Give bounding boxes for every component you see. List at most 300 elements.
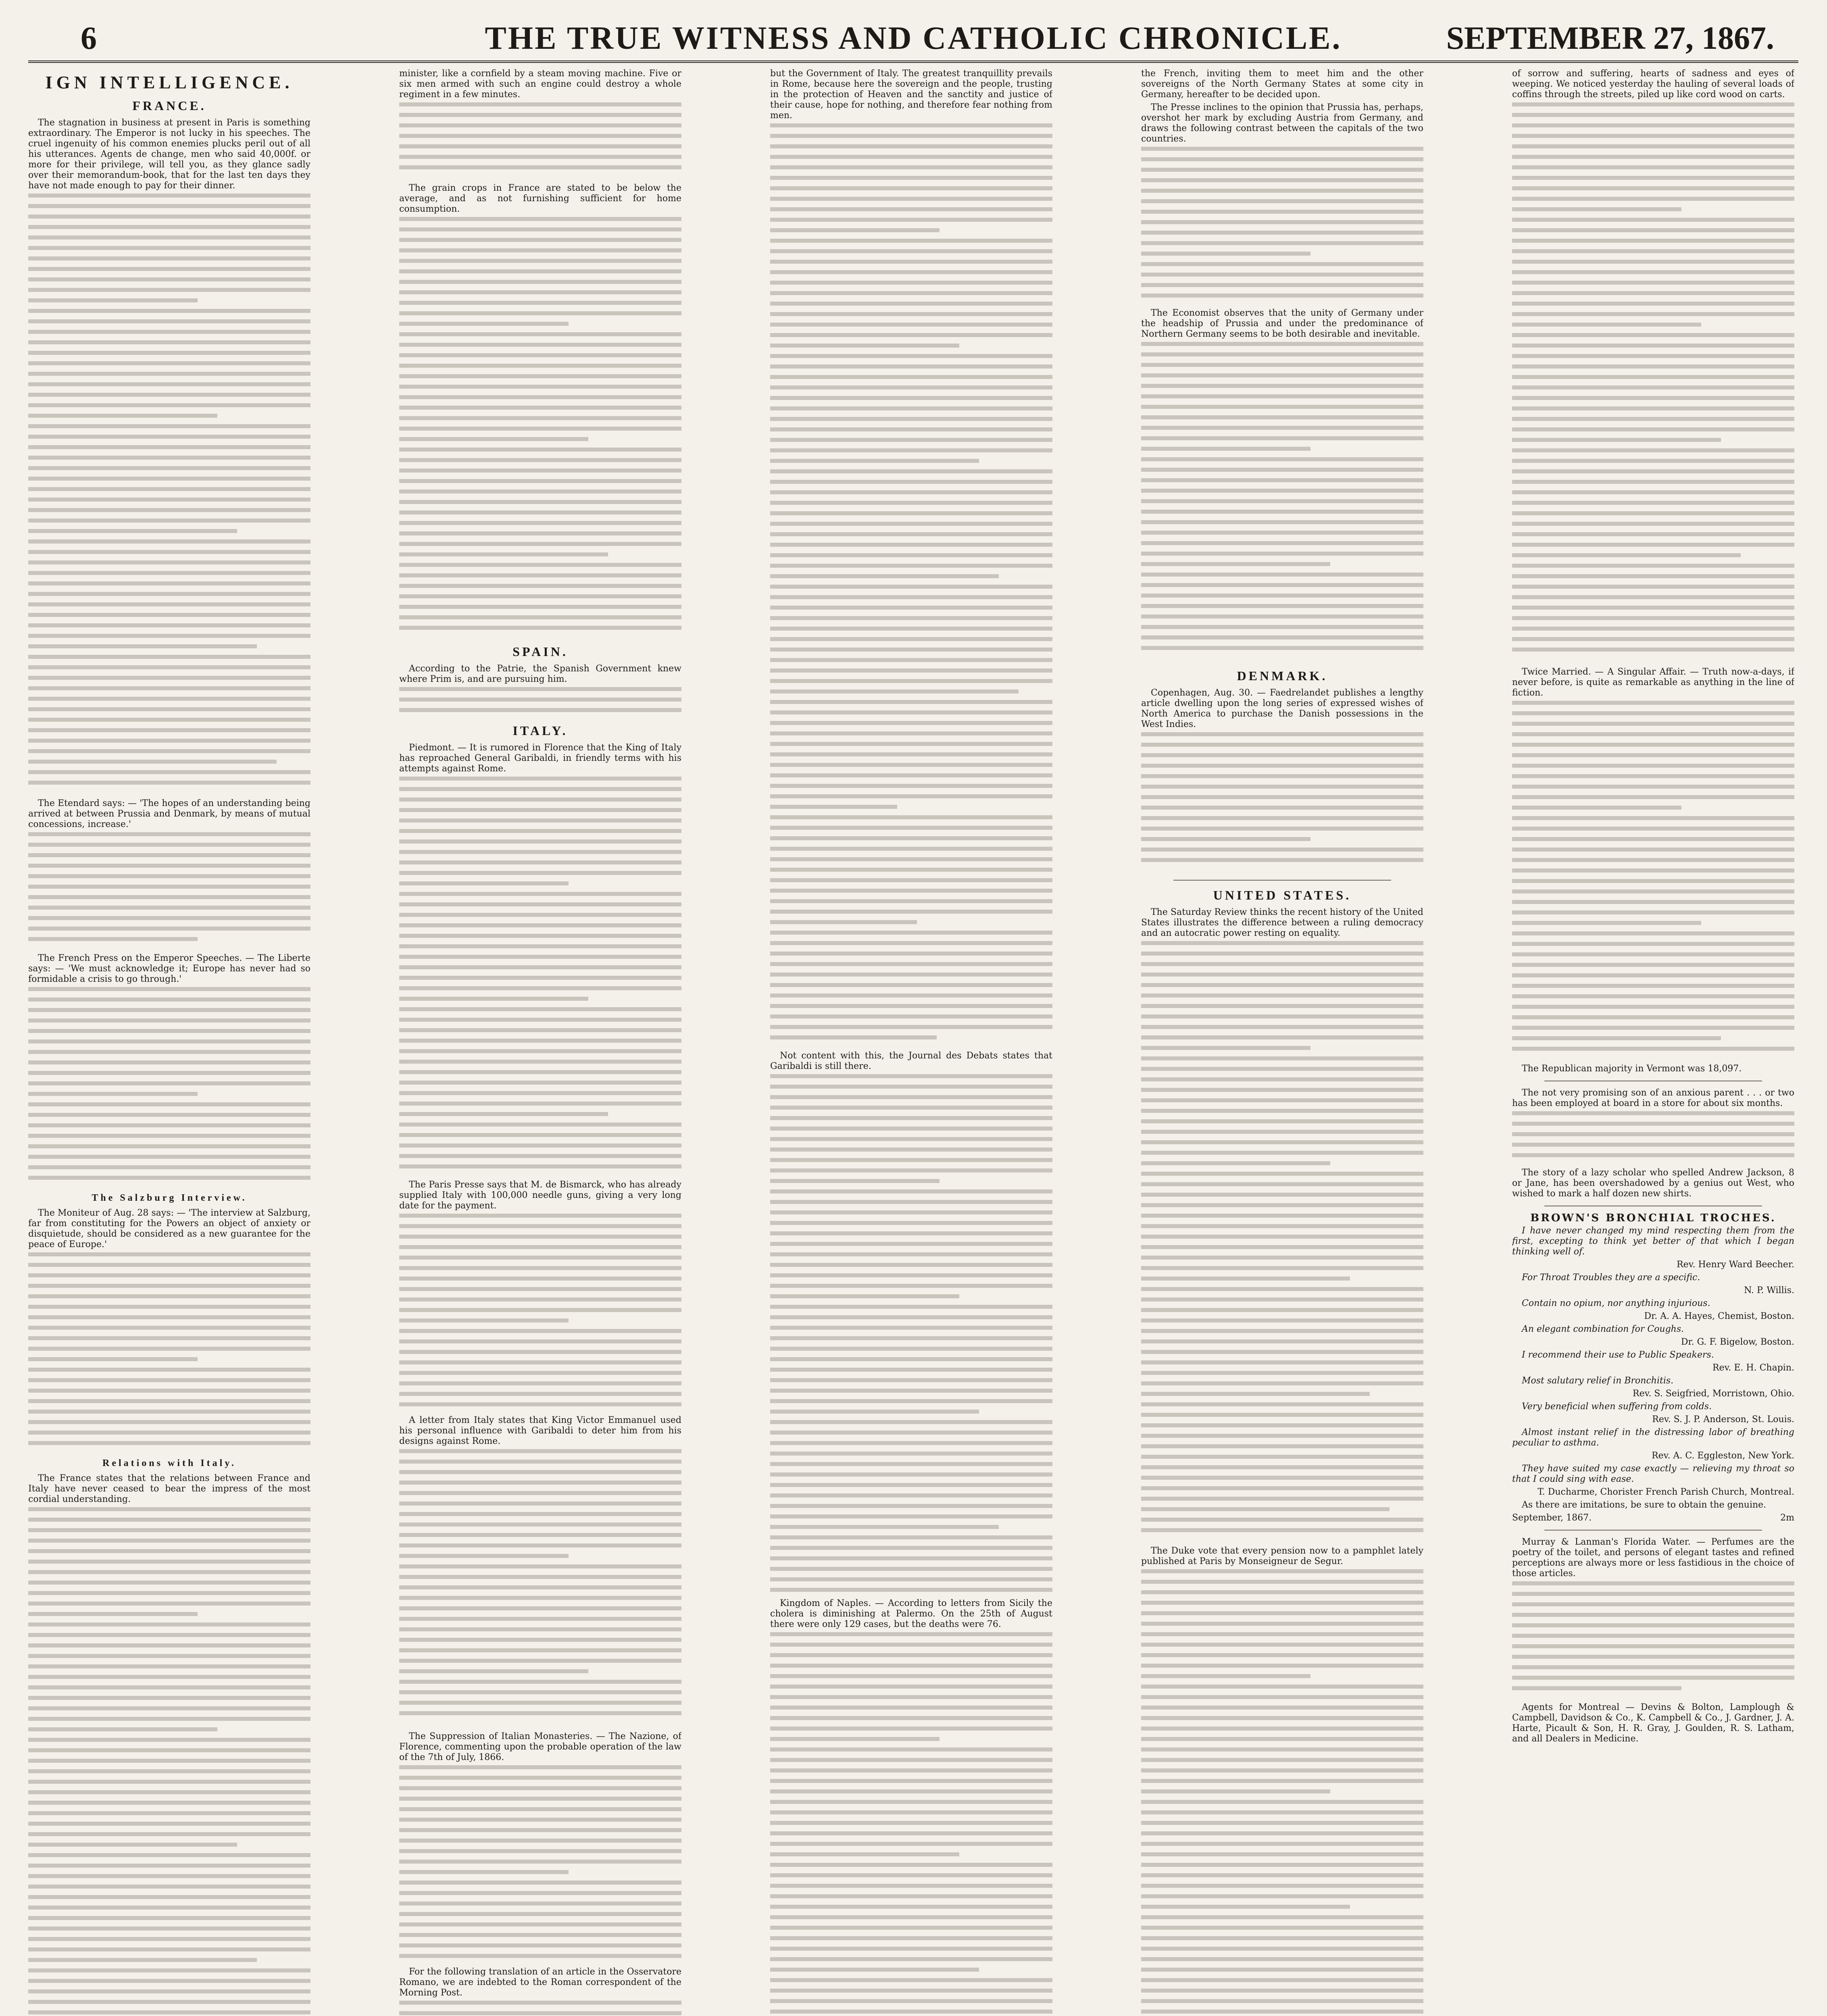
print-line (1141, 468, 1423, 472)
print-line (399, 364, 681, 368)
print-line (770, 773, 1052, 777)
paragraph: The Paris Presse says that M. de Bismarck, who has already supplied Italy with 100,000 needle guns, giving a very long date for the payment. (399, 1180, 681, 1211)
print-line (399, 1680, 681, 1684)
print-line (1512, 323, 1701, 327)
print-line (770, 1821, 1052, 1825)
print-line (1512, 438, 1721, 442)
print-line (28, 225, 310, 229)
print-line (1512, 910, 1794, 914)
print-line (1141, 1507, 1390, 1511)
text-block (399, 217, 681, 640)
print-line (399, 944, 681, 948)
print-line (1512, 816, 1794, 820)
print-line (770, 1263, 1052, 1267)
print-line (399, 913, 681, 917)
print-line (399, 1060, 681, 1064)
print-line (1512, 123, 1794, 127)
print-line (770, 1535, 1052, 1539)
print-line (399, 1245, 681, 1249)
print-line (1141, 363, 1423, 367)
print-line (770, 941, 1052, 945)
print-line (28, 1155, 310, 1159)
print-line (770, 207, 1052, 211)
print-line (1512, 627, 1794, 631)
text-block (1512, 1581, 1794, 1702)
print-line (399, 777, 681, 781)
print-line (770, 1210, 1052, 1214)
print-line (28, 1853, 310, 1857)
print-line (1141, 1423, 1423, 1427)
print-line (770, 165, 1052, 169)
print-line (1141, 1727, 1423, 1731)
print-line (770, 1978, 1052, 1982)
print-line (28, 987, 310, 991)
print-line (399, 1028, 681, 1032)
print-line (770, 1989, 1052, 1993)
print-line (1141, 405, 1423, 409)
print-line (28, 414, 217, 418)
print-line (399, 542, 681, 546)
print-line (28, 246, 310, 250)
print-line (28, 1926, 310, 1931)
print-line (770, 1200, 1052, 1204)
print-line (399, 787, 681, 791)
print-line (770, 805, 897, 809)
print-line (770, 689, 1019, 694)
print-line (1141, 1779, 1423, 1783)
print-line (399, 1564, 681, 1568)
print-line (1512, 984, 1794, 988)
notice-date (1512, 1513, 1794, 1523)
print-line (770, 1810, 1052, 1814)
print-line (1512, 427, 1794, 431)
print-line (1512, 585, 1794, 589)
print-line (770, 784, 1052, 788)
print-line (399, 489, 681, 494)
testimonial-author: Dr. A. A. Hayes, Chemist, Boston. (1644, 1311, 1794, 1321)
print-line (28, 676, 310, 680)
paragraph: For the following translation of an article in the Osservatore Romano, we are indebted to the Roman correspondent of the Morning Post. (399, 1967, 681, 1998)
masthead (28, 16, 1798, 63)
print-line (399, 290, 681, 294)
print-line (1512, 260, 1794, 264)
print-line (399, 1360, 681, 1364)
print-line (28, 937, 198, 941)
print-line (1141, 1915, 1423, 1919)
print-line (770, 700, 1052, 704)
print-line (1512, 837, 1794, 841)
print-line (770, 1014, 1052, 1018)
print-line (399, 500, 681, 504)
print-line (1141, 273, 1423, 277)
print-line (1141, 837, 1310, 841)
print-line (1141, 1643, 1423, 1647)
print-line (28, 1039, 310, 1043)
print-line (399, 1839, 681, 1843)
print-line (399, 1102, 681, 1106)
print-line (1141, 1004, 1423, 1008)
print-line (399, 1350, 681, 1354)
print-line (770, 186, 1052, 190)
text-block (399, 777, 681, 1180)
print-line (770, 1588, 1052, 1592)
print-line (770, 1493, 1052, 1497)
print-line (1512, 1047, 1794, 1051)
print-line (1512, 417, 1794, 421)
print-line (1141, 1151, 1423, 1155)
print-line (28, 874, 310, 878)
text-block (1141, 342, 1423, 664)
text-block (399, 687, 681, 719)
print-line (399, 1112, 608, 1116)
print-line (1512, 364, 1794, 369)
print-line (770, 1716, 1052, 1720)
print-line (28, 1675, 310, 1679)
print-line (28, 1336, 310, 1340)
print-line (1141, 1863, 1423, 1867)
section-divider (1173, 880, 1391, 881)
print-line (1141, 1926, 1423, 1930)
print-line (28, 1654, 310, 1658)
print-line (770, 1179, 940, 1183)
print-line (28, 288, 310, 292)
print-line (1141, 1360, 1423, 1364)
print-line (770, 1368, 1052, 1372)
print-line (1512, 1634, 1794, 1638)
print-line (28, 581, 310, 585)
notice-code: 2m (1780, 1513, 1794, 1523)
print-line (28, 1368, 310, 1372)
text-block (1512, 102, 1794, 667)
print-line (28, 760, 277, 764)
print-line (28, 1165, 310, 1169)
print-line (1512, 921, 1701, 925)
print-line (399, 1143, 681, 1148)
print-line (770, 1189, 1052, 1193)
print-line (28, 1643, 310, 1647)
print-line (770, 1747, 1052, 1752)
print-line (399, 1007, 681, 1011)
print-line (1141, 1476, 1423, 1480)
print-line (770, 1462, 1052, 1466)
print-line (770, 323, 1052, 327)
print-line (1141, 1800, 1423, 1804)
print-line (1512, 858, 1794, 862)
print-line (28, 1581, 310, 1585)
print-line (770, 1873, 1052, 1877)
print-line (28, 1102, 310, 1106)
print-line (770, 1643, 1052, 1647)
print-line (1141, 1716, 1423, 1720)
print-line (28, 277, 310, 281)
print-line (399, 1049, 681, 1053)
print-line (399, 322, 569, 326)
print-line (770, 1127, 1052, 1131)
print-line (770, 1789, 1052, 1793)
print-line (770, 438, 1052, 442)
print-line (28, 571, 310, 575)
print-line (399, 808, 681, 812)
paragraph: The Suppression of Italian Monasteries. — The Nazione, of Florence, commenting upon the probable operation of the law of the 7th of July, 1866. (399, 1731, 681, 1762)
print-line (1141, 531, 1423, 535)
print-line (770, 1632, 1052, 1636)
print-line (1141, 147, 1423, 151)
agents-list: Agents for Montreal — Devins & Bolton, Lamplough & Campbell, Davidson & Co., K. Campbell & Co., J. Gardner, J. A. Harte, Picault & Son, H. R. Gray, J. Goulden, R. S. Latham, and all Dealers in Medicine. (1512, 1702, 1794, 1744)
print-line (770, 1758, 1052, 1762)
print-line (28, 1294, 310, 1298)
print-line (399, 332, 681, 336)
print-line (399, 1638, 681, 1642)
print-line (770, 1168, 1052, 1173)
print-line (1141, 210, 1423, 214)
print-line (1141, 604, 1423, 608)
print-line (399, 892, 681, 896)
print-line (28, 1441, 310, 1445)
print-line (1141, 1287, 1423, 1291)
print-line (1512, 595, 1794, 599)
print-line (399, 965, 681, 969)
print-line (399, 521, 681, 525)
testimonials (1512, 1226, 1794, 1497)
text-block (770, 1074, 1052, 1598)
print-line (399, 1154, 681, 1158)
print-line (1141, 457, 1423, 461)
print-line (770, 1347, 1052, 1351)
print-line (770, 1431, 1052, 1435)
print-line (399, 1807, 681, 1811)
print-line (1141, 1664, 1423, 1668)
print-line (770, 710, 1052, 714)
print-line (399, 458, 681, 462)
print-line (1512, 396, 1794, 400)
print-line (1512, 333, 1794, 337)
print-line (1512, 795, 1794, 799)
print-line (1512, 931, 1794, 935)
column-3 (770, 69, 1052, 2016)
print-line (399, 510, 681, 514)
print-line (28, 697, 310, 701)
print-line (399, 1797, 681, 1801)
print-line (1141, 1025, 1423, 1029)
print-line (770, 1410, 979, 1414)
print-line (1512, 448, 1794, 452)
paragraph: The Moniteur of Aug. 28 says: — 'The interview at Salzburg, far from constituting for the Powers an object of anxiety or disquietude, should be considered as a new guarantee for the peace of Europe.' (28, 1208, 310, 1250)
print-line (399, 238, 681, 242)
print-line (770, 1852, 959, 1856)
print-line (28, 781, 310, 785)
print-line (1512, 1602, 1794, 1606)
print-line (1141, 1894, 1423, 1898)
page-number: 6 (81, 21, 97, 56)
text-block (1512, 1111, 1794, 1168)
print-line (770, 1514, 1052, 1518)
print-line (1512, 218, 1794, 222)
print-line (1141, 541, 1423, 545)
testimonial-quote: Very beneficial when suffering from colds. (1522, 1402, 1712, 1412)
print-line (399, 563, 681, 567)
print-line (399, 698, 681, 702)
print-line (399, 1786, 681, 1790)
print-line (28, 539, 310, 544)
print-line (28, 372, 310, 376)
testimonial-quote: Contain no opium, nor anything injurious. (1522, 1298, 1710, 1308)
print-line (770, 1664, 1052, 1668)
print-line (770, 1004, 1052, 1008)
print-line (1141, 785, 1423, 789)
print-line (770, 1968, 979, 1972)
print-line (770, 931, 1052, 935)
paragraph: of sorrow and suffering, hearts of sadness and eyes of weeping. We noticed yesterday the hauling of several loads of coffins through the streets, piled up like cord wood on carts. (1512, 69, 1794, 100)
print-line (1141, 1277, 1350, 1281)
print-line (28, 1947, 310, 1951)
print-line (399, 708, 681, 712)
print-line (28, 1134, 310, 1138)
print-line (399, 1491, 681, 1495)
print-line (770, 260, 1052, 264)
print-line (1141, 1737, 1423, 1741)
print-line (770, 1577, 1052, 1581)
print-line (399, 374, 681, 378)
print-line (1141, 1601, 1423, 1605)
print-line (1141, 1622, 1423, 1626)
print-line (770, 889, 1052, 893)
print-line (1141, 1695, 1423, 1699)
print-line (28, 1937, 310, 1941)
print-line (28, 1958, 257, 1962)
print-line (28, 1727, 217, 1731)
print-line (770, 1947, 1052, 1951)
print-line (1141, 1936, 1423, 1940)
print-line (1141, 1999, 1423, 2003)
print-line (1512, 501, 1794, 505)
print-line (770, 1567, 1052, 1571)
print-line (399, 1392, 681, 1396)
print-line (28, 330, 310, 334)
print-line (399, 311, 681, 315)
print-line (1512, 606, 1794, 610)
print-line (1512, 553, 1741, 557)
print-line (28, 718, 310, 722)
print-line (28, 393, 310, 397)
paragraph: A letter from Italy states that King Victor Emmanuel used his personal influence with Garibaldi to deter him from his designs against Rome. (399, 1415, 681, 1446)
print-line (1512, 722, 1794, 726)
print-line (1512, 186, 1794, 190)
print-line (1512, 385, 1794, 389)
print-line (1512, 1132, 1794, 1136)
print-line (770, 1378, 1052, 1382)
print-line (399, 1502, 681, 1506)
print-line (770, 878, 1052, 882)
print-line (770, 291, 1052, 295)
print-line (399, 1533, 681, 1537)
paragraph: The stagnation in business at present in Paris is something extraordinary. The Emperor is not lucky in his speeches. The cruel ingenuity of his common enemies plucks peril out of all his utterances. Agents de change, men who said 40,000f. or more for their privilege, will tell you, as they glance sadly over their memorandum-book, that for the last ten days they have not made enough to pay for their dinner. (28, 118, 310, 191)
print-line (770, 197, 1052, 201)
print-line (399, 839, 681, 843)
print-line (399, 1308, 681, 1312)
print-line (399, 923, 681, 927)
print-line (770, 993, 1052, 998)
print-line (770, 490, 1052, 494)
testimonial-author: Rev. S. Seigfried, Morristown, Ohio. (1633, 1389, 1794, 1399)
print-line (1512, 806, 1681, 810)
print-line (399, 165, 681, 169)
print-line (1141, 1381, 1423, 1385)
print-line (399, 552, 608, 556)
print-line (399, 1901, 681, 1906)
print-line (770, 511, 1052, 515)
print-line (399, 1849, 681, 1853)
print-line (28, 1738, 310, 1742)
text-block (1141, 1569, 1423, 2016)
print-line (399, 615, 681, 619)
print-line (1141, 795, 1423, 799)
print-line (28, 1305, 310, 1309)
print-line (28, 1528, 310, 1532)
print-line (28, 466, 310, 470)
print-line (399, 1891, 681, 1895)
print-line (399, 1627, 681, 1631)
print-line (399, 395, 681, 399)
print-line (1512, 1665, 1794, 1669)
print-line (28, 1895, 310, 1899)
print-line (770, 637, 1052, 641)
print-line (399, 1617, 681, 1621)
print-line (28, 1602, 310, 1606)
print-line (28, 1507, 310, 1511)
print-line (1141, 436, 1423, 440)
text-block (28, 1507, 310, 2016)
print-line (1512, 827, 1794, 831)
print-line (1512, 459, 1794, 463)
print-line (1141, 1088, 1423, 1092)
print-line (399, 343, 681, 347)
print-line (1141, 1014, 1423, 1018)
print-line (770, 752, 1052, 756)
print-line (770, 826, 1052, 830)
print-line (770, 228, 940, 232)
print-line (770, 2010, 1052, 2014)
print-line (1141, 352, 1423, 356)
print-line (399, 1818, 681, 1822)
print-line (1512, 532, 1794, 536)
print-line (1141, 294, 1423, 298)
print-line (1141, 646, 1423, 650)
print-line (1141, 1455, 1423, 1459)
print-line (1141, 1947, 1423, 1951)
text-block (28, 194, 310, 798)
print-line (1141, 1611, 1423, 1615)
print-line (770, 155, 1052, 159)
print-line (1512, 134, 1794, 138)
print-line (770, 312, 1052, 316)
text-block (399, 102, 681, 183)
print-line (1141, 625, 1423, 629)
print-line (770, 1420, 1052, 1424)
print-line (770, 962, 1052, 966)
print-line (1141, 241, 1423, 245)
print-line (770, 1399, 1052, 1403)
print-line (399, 259, 681, 263)
print-line (399, 1318, 569, 1322)
print-line (770, 543, 1052, 547)
print-line (399, 448, 681, 452)
print-line (1512, 281, 1794, 285)
print-line (399, 1711, 681, 1715)
print-line (770, 1685, 1052, 1689)
print-line (399, 1297, 681, 1302)
print-line (28, 435, 310, 439)
print-line (28, 508, 310, 512)
